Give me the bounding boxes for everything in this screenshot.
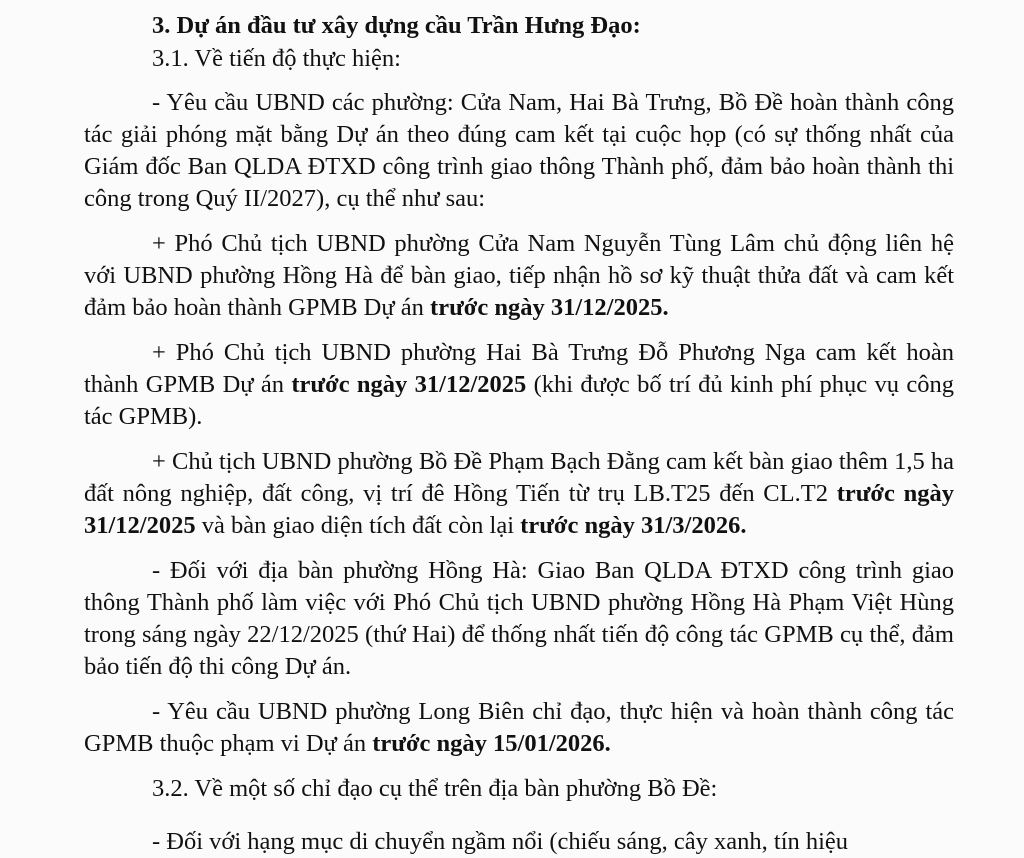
paragraph-cua-nam: + Phó Chủ tịch UBND phường Cửa Nam Nguyễn Tùng Lâm chủ động liên hệ với UBND phường Hồng Hà để bàn giao, tiếp nhận hồ sơ kỹ thuật thửa đất và cam kết đảm bảo hoàn thành GPMB Dự án trước ngày 31/12/2025. [84, 230, 954, 321]
paragraph-long-bien: - Yêu cầu UBND phường Long Biên chỉ đạo, thực hiện và hoàn thành công tác GPMB thuộc phạm vi Dự án trước ngày 15/01/2026. [84, 698, 954, 757]
section-heading: 3. Dự án đầu tư xây dựng cầu Trần Hưng Đạo: [152, 12, 641, 39]
paragraph-hai-ba-trung: + Phó Chủ tịch UBND phường Hai Bà Trưng Đỗ Phương Nga cam kết hoàn thành GPMB Dự án trước ngày 31/12/2025 (khi được bố trí đủ kinh phí phục vụ công tác GPMB). [84, 339, 954, 430]
paragraph-requirement-1: - Yêu cầu UBND các phường: Cửa Nam, Hai Bà Trưng, Bồ Đề hoàn thành công tác giải phóng mặt bằng Dự án theo đúng cam kết tại cuộc họp (có sự thống nhất của Giám đốc Ban QLDA ĐTXD công trình giao thông Thành phố, đảm bảo hoàn thành thi công trong Quý II/2027), cụ thể như sau: [84, 89, 954, 212]
paragraph-hong-ha: - Đối với địa bàn phường Hồng Hà: Giao Ban QLDA ĐTXD công trình giao thông Thành phố làm việc với Phó Chủ tịch UBND phường Hồng Hà Phạm Việt Hùng trong sáng ngày 22/12/2025 (thứ Hai) để thống nhất tiến độ công tác GPMB cụ thể, đảm bảo tiến độ thi công Dự án. [84, 557, 954, 680]
subsection-3-1: 3.1. Về tiến độ thực hiện: [152, 45, 401, 72]
paragraph-bo-de: + Chủ tịch UBND phường Bồ Đề Phạm Bạch Đằng cam kết bàn giao thêm 1,5 ha đất nông nghiệp, đất công, vị trí đê Hồng Tiến từ trụ LB.T25 đến CL.T2 trước ngày 31/12/2025 và bàn giao diện tích đất còn lại trước ngày 31/3/2026. [84, 448, 954, 539]
subsection-3-2: 3.2. Về một số chỉ đạo cụ thể trên địa bàn phường Bồ Đề: [152, 775, 718, 802]
cut-off-line: - Đối với hạng mục di chuyển ngầm nổi (chiếu sáng, cây xanh, tín hiệu [152, 828, 849, 855]
